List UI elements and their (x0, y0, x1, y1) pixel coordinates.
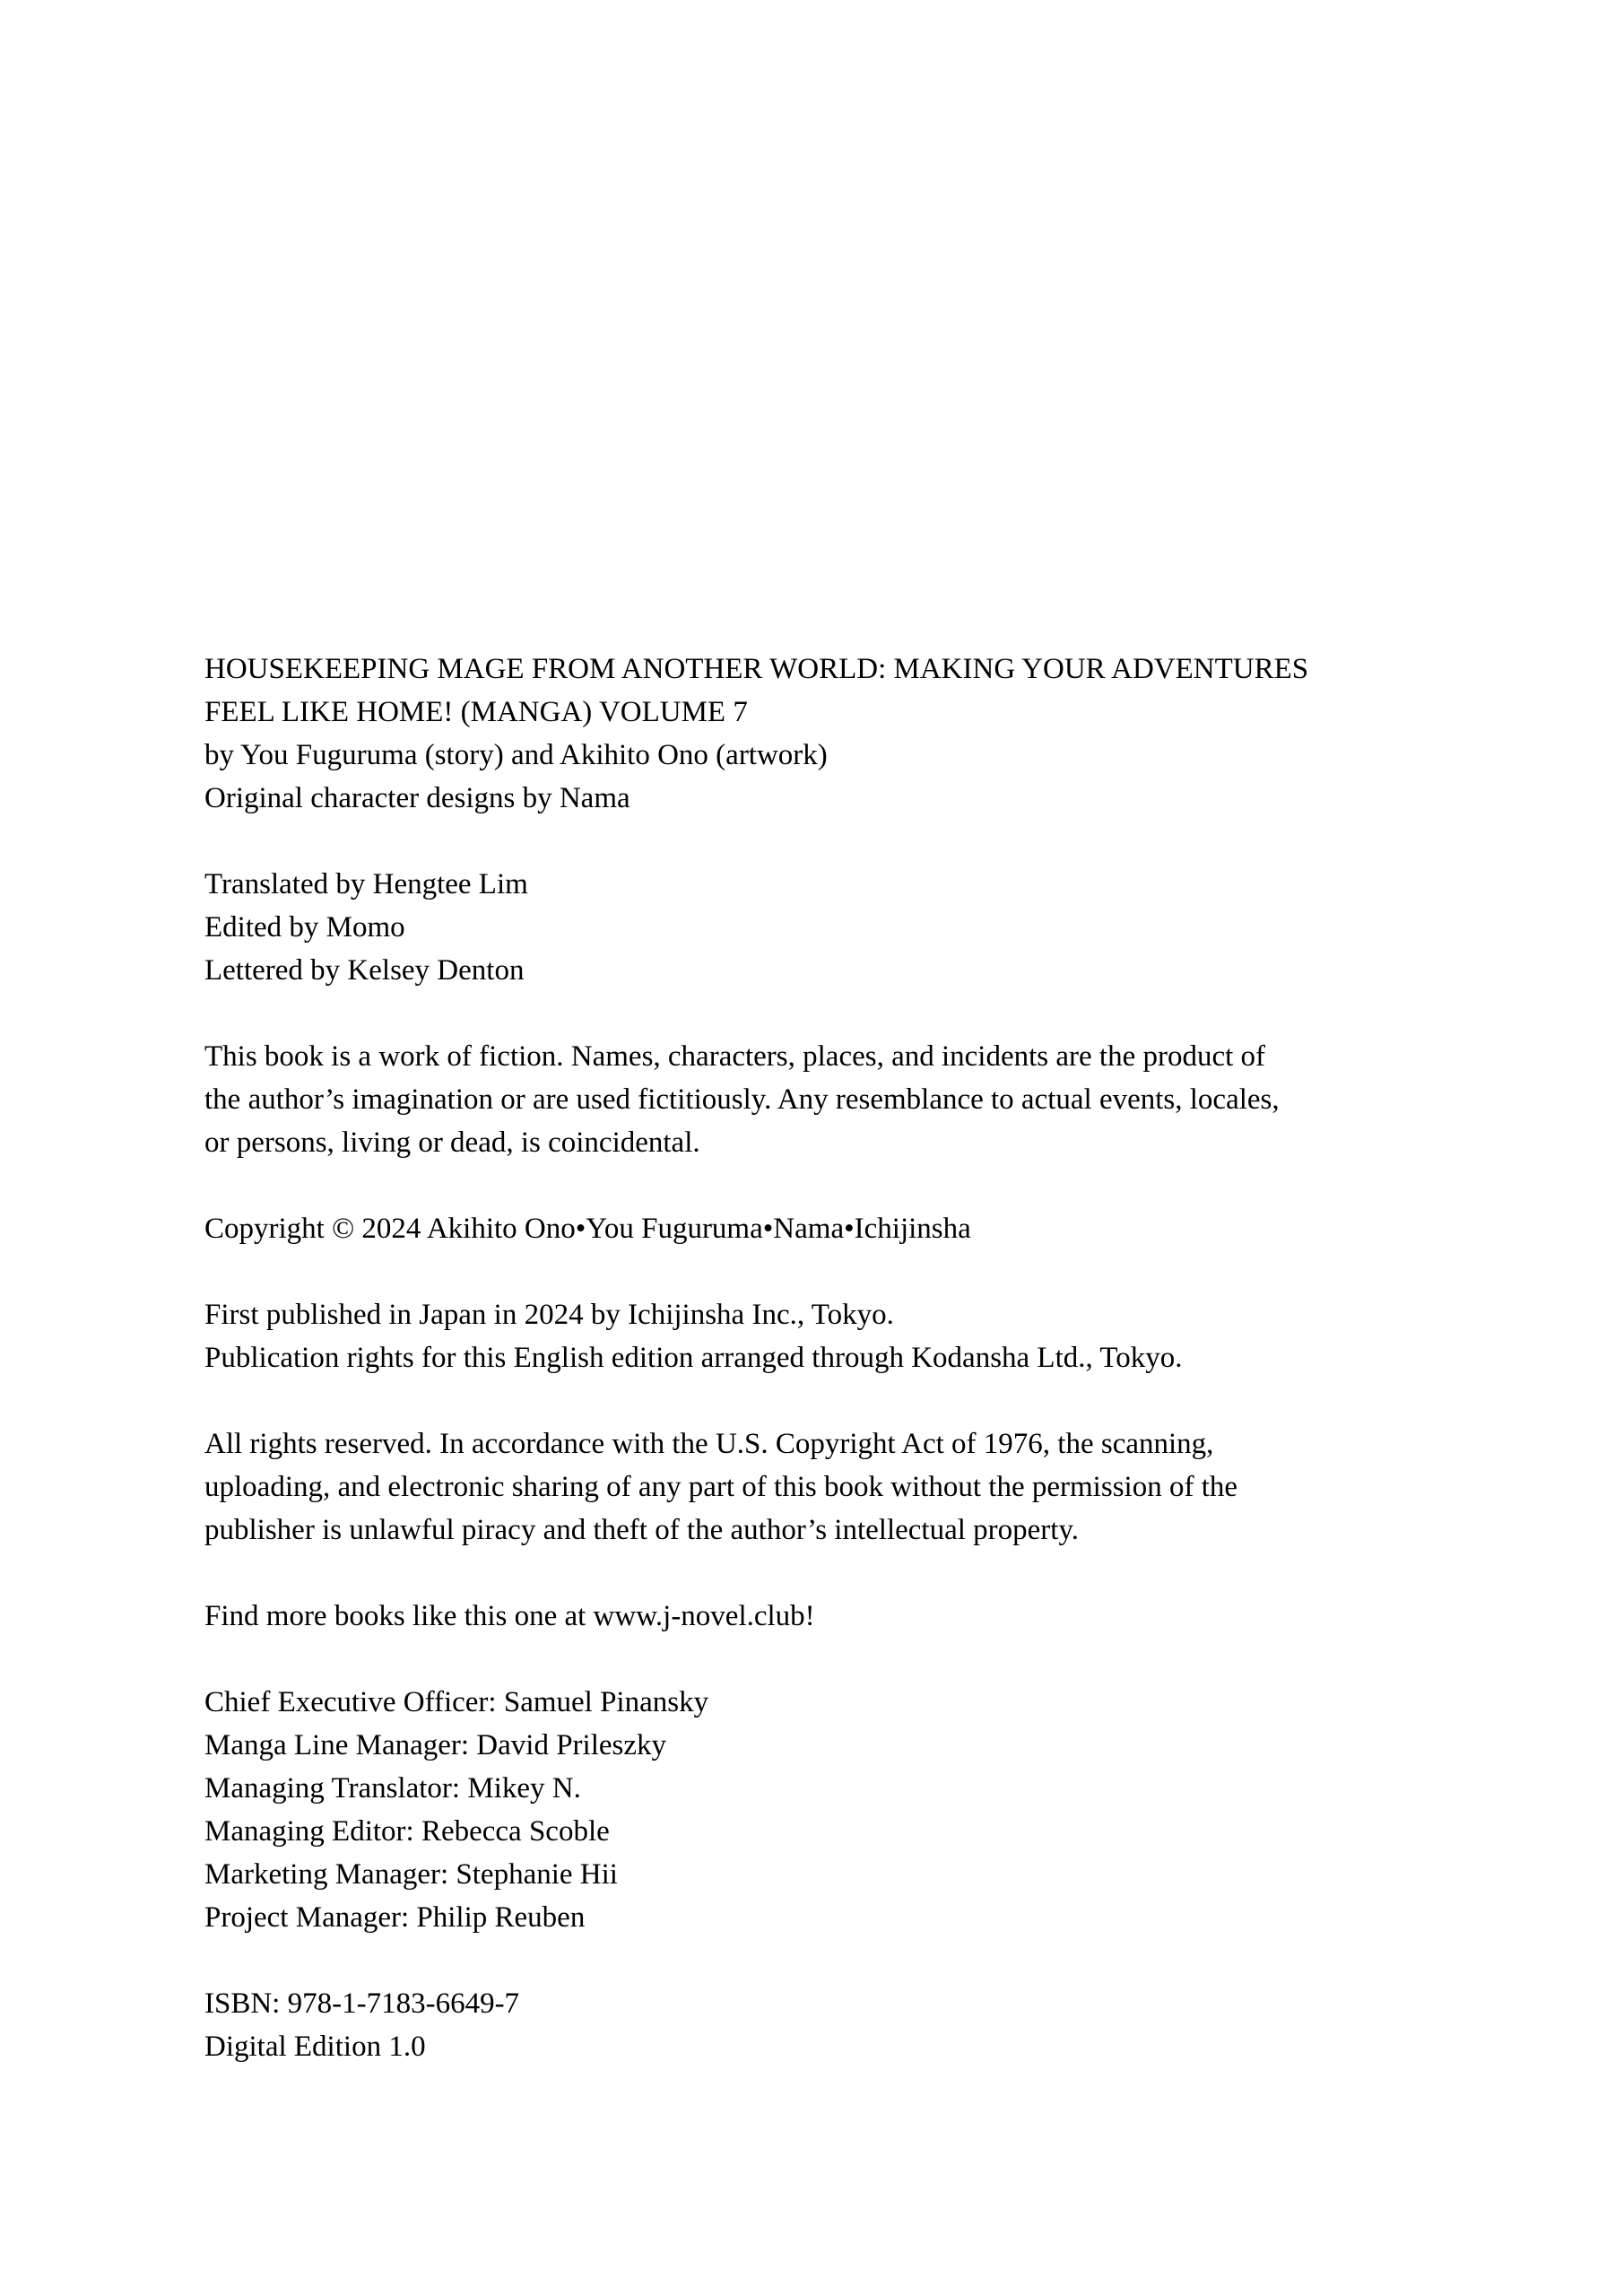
character-designer-credit: Original character designs by Nama (204, 782, 630, 814)
editor-credit: Edited by Momo (204, 911, 405, 944)
fiction-disclaimer-line-2: the author’s imagination or are used fictitiously. Any resemblance to actual events, locales, (204, 1083, 1280, 1116)
first-published-line: First published in Japan in 2024 by Ichijinsha Inc., Tokyo. (204, 1299, 894, 1331)
managing-translator-credit: Managing Translator: Mikey N. (204, 1772, 581, 1805)
managing-editor-credit: Managing Editor: Rebecca Scoble (204, 1815, 610, 1848)
byline: by You Fuguruma (story) and Akihito Ono (artwork) (204, 739, 828, 771)
ceo-credit: Chief Executive Officer: Samuel Pinansky (204, 1686, 709, 1718)
book-title-line-2: FEEL LIKE HOME! (MANGA) VOLUME 7 (204, 696, 748, 728)
isbn: ISBN: 978-1-7183-6649-7 (204, 1987, 520, 2020)
edition-block (204, 1982, 1523, 2068)
edition-version: Digital Edition 1.0 (204, 2031, 426, 2063)
staff-credits-block (204, 1681, 1523, 1939)
localization-credits-block (204, 863, 1523, 992)
fiction-disclaimer-line-1: This book is a work of fiction. Names, characters, places, and incidents are the product of (204, 1040, 1266, 1073)
promo-block (204, 1595, 1523, 1638)
title-block (204, 648, 1523, 820)
rights-reserved-line-3: publisher is unlawful piracy and theft of the author’s intellectual property. (204, 1514, 1080, 1546)
copyright-block (204, 1207, 1523, 1250)
colophon-text (204, 648, 1523, 2068)
project-manager-credit: Project Manager: Philip Reuben (204, 1901, 586, 1934)
find-more-books-line: Find more books like this one at www.j-novel.club! (204, 1600, 815, 1632)
book-title-line-1: HOUSEKEEPING MAGE FROM ANOTHER WORLD: MAKING YOUR ADVENTURES (204, 653, 1309, 685)
copyright-notice: Copyright © 2024 Akihito Ono•You Fuguruma•Nama•Ichijinsha (204, 1213, 971, 1245)
fiction-disclaimer-block (204, 1035, 1523, 1164)
translator-credit: Translated by Hengtee Lim (204, 868, 528, 900)
marketing-manager-credit: Marketing Manager: Stephanie Hii (204, 1858, 618, 1891)
letterer-credit: Lettered by Kelsey Denton (204, 954, 525, 987)
publication-block (204, 1293, 1523, 1379)
rights-reserved-line-2: uploading, and electronic sharing of any part of this book without the permission of the (204, 1471, 1238, 1503)
rights-reserved-block (204, 1422, 1523, 1552)
fiction-disclaimer-line-3: or persons, living or dead, is coincidental. (204, 1126, 700, 1159)
manga-line-manager-credit: Manga Line Manager: David Prileszky (204, 1729, 667, 1761)
rights-reserved-line-1: All rights reserved. In accordance with the U.S. Copyright Act of 1976, the scanning, (204, 1428, 1214, 1460)
publication-rights-line: Publication rights for this English edition arranged through Kodansha Ltd., Tokyo. (204, 1342, 1183, 1374)
